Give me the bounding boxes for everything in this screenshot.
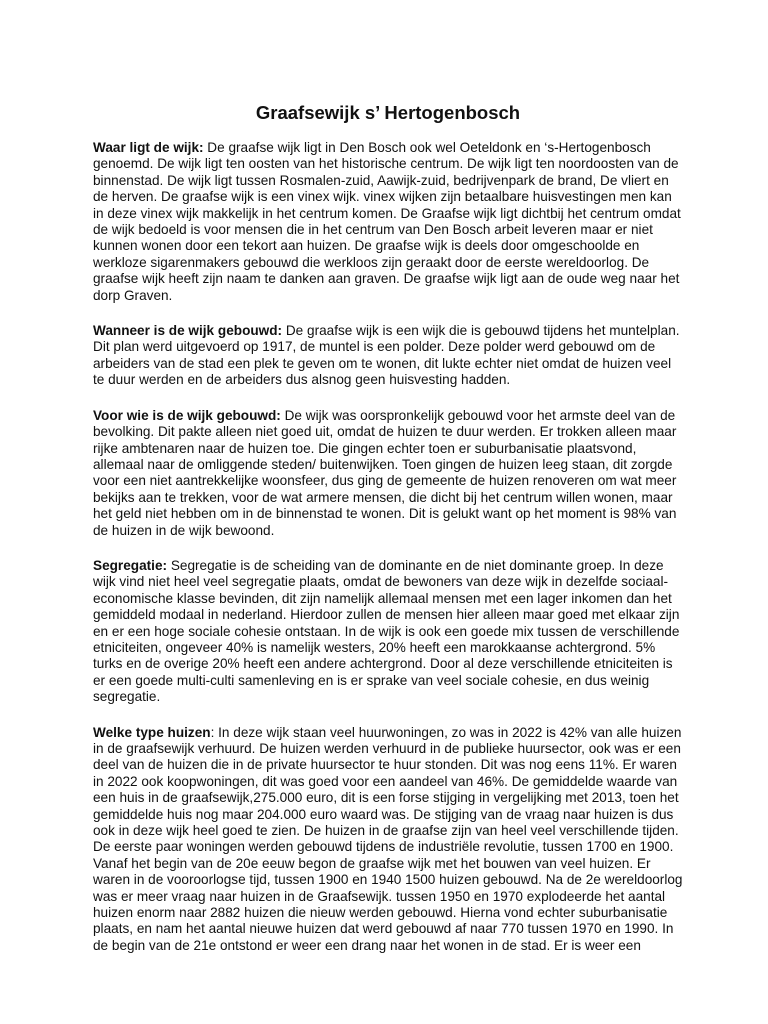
- section-waar-ligt-de-wijk: [93, 140, 683, 304]
- section-welke-type-huizen: [93, 725, 683, 955]
- section-heading: Waar ligt de wijk:: [93, 140, 204, 155]
- section-body: De wijk was oorspronkelijk gebouwd voor het armste deel van de bevolking. Dit pakte alleen niet goed uit, omdat de huizen te duur werden. Er trokken alleen maar rijke ambtenaren naar de huizen toe. Die gingen echter toen er suburbanisatie plaatsvond, allemaal naar de omliggende steden/ buitenwijken. Toen gingen de huizen leeg staan, dit zorgde voor een niet aantrekkelijke woonsfeer, dus ging de gemeente de huizen renoveren om wat meer bekijks aan te trekken, voor de wat armere mensen, die dicht bij het centrum willen wonen, maar het geld niet hebben om in de binnenstad te wonen. Dit is gelukt want op het moment is 98% van de huizen in de wijk bewoond.: [93, 407, 677, 538]
- section-body: De graafse wijk ligt in Den Bosch ook wel Oeteldonk en ‘s-Hertogenbosch genoemd. De wijk ligt ten oosten van het historische centrum. De wijk ligt ten noordoosten van de binnenstad. De wijk ligt tussen Rosmalen-zuid, Aawijk-zuid, bedrijvenpark de brand, De vliert en de herven. De graafse wijk is een vinex wijk. vinex wijken zijn betaalbare huisvestingen men kan in deze vinex wijk makkelijk in het centrum komen. De Graafse wijk ligt dichtbij het centrum omdat de wijk bedoeld is voor mensen die in het centrum van Den Bosch arbeit leveren maar er niet kunnen wonen door een tekort aan huizen. De graafse wijk is deels door omgeschoolde en werkloze sigarenmakers gebouwd die werkloos zijn geraakt door de eerste wereldoorlog. De graafse wijk heeft zijn naam te danken aan graven. De graafse wijk ligt aan de oude weg naar het dorp Graven.: [93, 140, 681, 303]
- section-segregatie: [93, 558, 683, 706]
- section-voor-wie-gebouwd: [93, 408, 683, 539]
- document-page: [93, 100, 683, 973]
- section-body: De graafse wijk is een wijk die is gebouwd tijdens het muntelplan. Dit plan werd uitgevoerd op 1917, de muntel is een polder. Deze polder werd gebouwd om de arbeiders van de stad een plek te geven om te wonen, dit lukte echter niet omdat de huizen veel te duur werden en de arbeiders dus alsnog geen huisvesting hadden.: [93, 323, 680, 388]
- section-heading: Voor wie is de wijk gebouwd:: [93, 407, 281, 423]
- document-title: Graafsewijk s’ Hertogenbosch: [255, 102, 521, 123]
- section-heading: Wanneer is de wijk gebouwd:: [93, 323, 283, 339]
- section-body: Segregatie is de scheiding van de dominante en de niet dominante groep. In deze wijk vind niet heel veel segregatie plaats, omdat de bewoners van deze wijk in dezelfde sociaal-economische klasse bevinden, dit zijn namelijk allemaal mensen met een lager inkomen dan het gemiddeld modaal in nederland. Hierdoor zullen de mensen hier alleen maar goed met elkaar zijn en er een hoge sociale cohesie ontstaan. In de wijk is ook een goede mix tussen de verschillende etniciteiten, ongeveer 40% is namelijk westers, 20% heeft een marokkaanse achtergrond. 5% turks en de overige 20% heeft een andere achtergrond. Door al deze verschillende etniciteiten is er een goede multi-culti samenleving en is er sprake van veel sociale cohesie, en dus weinig segregatie.: [93, 557, 680, 705]
- section-wanneer-gebouwd: [93, 323, 683, 389]
- section-heading: Welke type huizen: [93, 724, 211, 740]
- section-heading: Segregatie:: [93, 557, 168, 573]
- section-body: : In deze wijk staan veel huurwoningen, zo was in 2022 is 42% van alle huizen in de graafsewijk verhuurd. De huizen werden verhuurd in de publieke huursector, ook was er een deel van de huizen die in de private huursector te huur stonden. Dit was nog eens 11%. Er waren in 2022 ook koopwoningen, dit was goed voor een aandeel van 46%. De gemiddelde waarde van een huis in de graafsewijk,275.000 euro, dit is een forse stijging in vergelijking met 2013, toen het gemiddelde huis nog maar 204.000 euro waard was. De stijging van de vraag naar huizen is dus ook in deze wijk heel goed te zien. De huizen in de graafse zijn van heel veel verschillende tijden. De eerste paar woningen werden gebouwd tijdens de industriële revolutie, tussen 1700 en 1900. Vanaf het begin van de 20e eeuw begon de graafse wijk met het bouwen van veel huizen. Er waren in de vooroorlogse tijd, tussen 1900 en 1940 1500 huizen gebouwd. Na de 2e wereldoorlog was er meer vraag naar huizen in de Graafsewijk. tussen 1950 en 1970 explodeerde het aantal huizen enorm naar 2882 huizen die nieuw werden gebouwd. Hierna vond echter suburbanisatie plaats, en nam het aantal nieuwe huizen dat werd gebouwd af naar 770 tussen 1970 en 1990. In de begin van de 21e ontstond er weer een drang naar het wonen in de stad. Er is weer een: [93, 724, 683, 953]
